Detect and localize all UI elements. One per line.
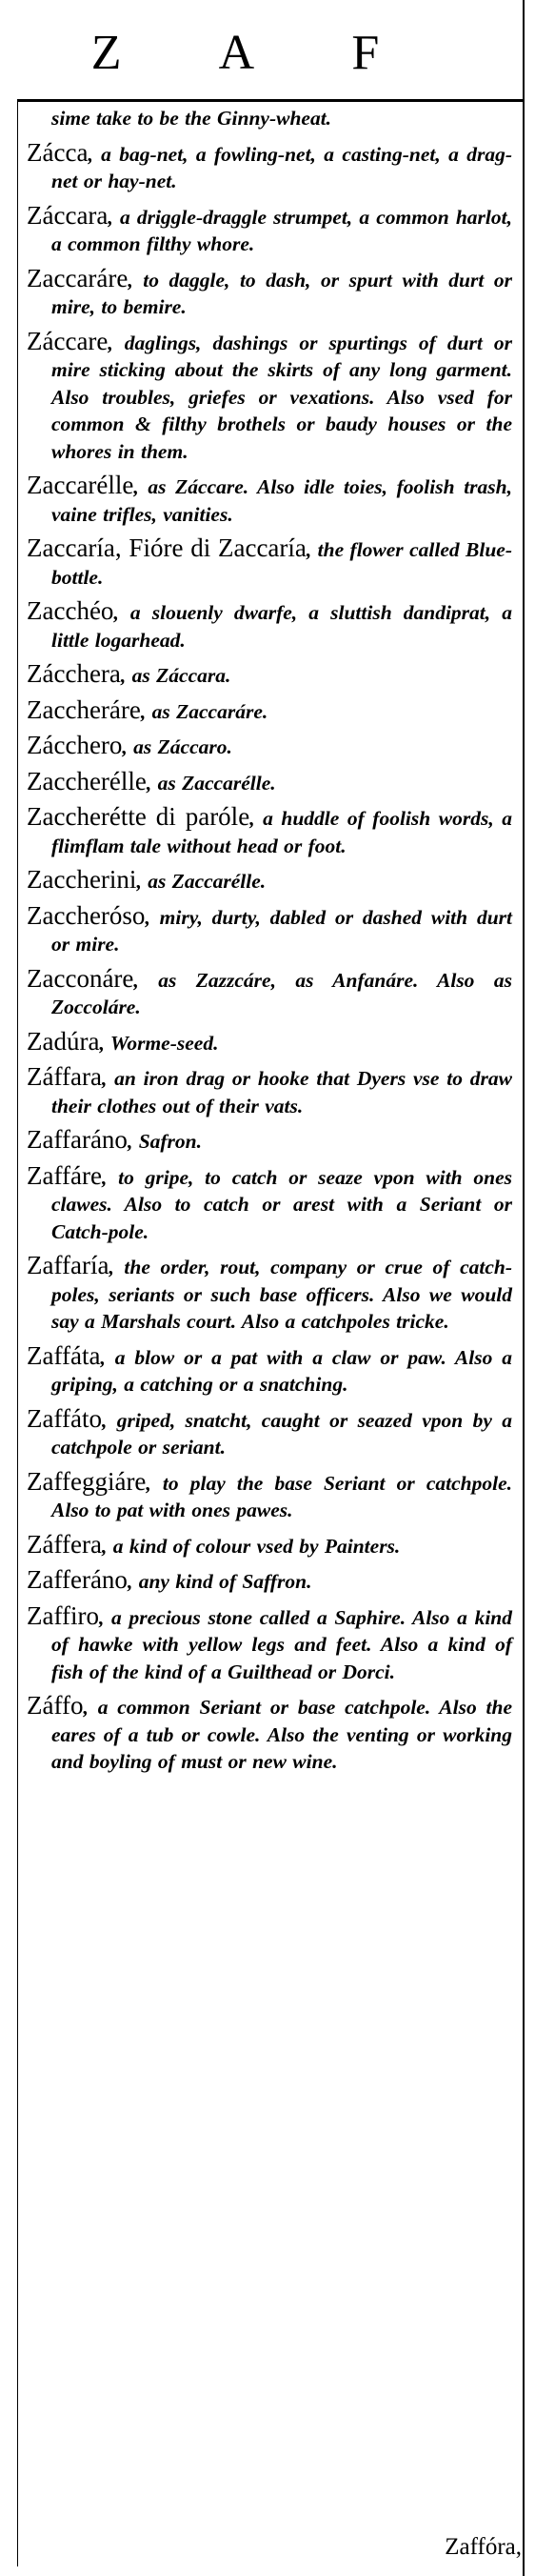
headword: Zaffaráno: [27, 1125, 128, 1154]
dictionary-entry: [27, 534, 512, 591]
headword: Zaffeggiáre: [27, 1466, 147, 1496]
headword: Zaccaría, Fióre di Zaccaría: [27, 533, 307, 562]
dictionary-entry: [27, 1126, 512, 1156]
headword: Zaccheráre: [27, 694, 141, 724]
dictionary-entry: [27, 472, 512, 528]
catchword: Zaffóra,: [445, 2534, 522, 2560]
headword: Zaccarélle: [27, 471, 134, 499]
dictionary-entry: [27, 902, 512, 958]
headword: Zacconáre: [27, 963, 134, 993]
headword: Záffara: [27, 1062, 102, 1091]
dictionary-entry: [27, 1468, 512, 1524]
headword: Zaffáta: [27, 1340, 101, 1370]
page-header: [0, 0, 535, 95]
dictionary-entry: [27, 768, 512, 797]
definition: , as Zaccarélle.: [146, 771, 276, 795]
definition: sime take to be the Ginny-wheat.: [51, 107, 332, 130]
headword: Zácchero: [27, 731, 123, 759]
definition: , daglings, dashings or spurtings of durt or mire sticking about the skirts of any long garment. Also troubles, griefes or vexations. Also vsed for common & filthy brothels or baudy houses or the whores in them.: [51, 331, 512, 463]
definition: , an iron drag or hooke that Dyers vse to draw their clothes out of their vats.: [51, 1067, 512, 1117]
dictionary-entry: [27, 1566, 512, 1596]
dictionary-entry: [27, 265, 512, 321]
headword: Zaccaráre: [27, 263, 129, 292]
definition: , Safron.: [127, 1130, 203, 1153]
definition: , as Záccare. Also idle toies, foolish trash, vaine trifles, vanities.: [51, 475, 512, 526]
dictionary-entry: [27, 866, 512, 896]
dictionary-entry: [27, 1602, 512, 1686]
dictionary-entry: [27, 965, 512, 1021]
dictionary-entry: [27, 597, 512, 654]
headword: Zácchera: [27, 659, 121, 688]
headword: Zaffiro: [27, 1600, 99, 1630]
headword: Zaccherétte di paróle: [27, 802, 250, 831]
headword: Záccare: [27, 326, 109, 355]
definition: , a huddle of foolish words, a flimflam tale without head or foot.: [51, 807, 512, 857]
definition: , a blow or a pat with a claw or paw. Also a griping, a catching or a snatching.: [51, 1345, 512, 1396]
definition: , miry, durty, dabled or dashed with durt or mire.: [51, 905, 512, 956]
definition: , a slouenly dwarfe, a sluttish dandiprat, a little logarhead.: [51, 601, 512, 652]
dictionary-column: [27, 103, 512, 2570]
definition: , any kind of Saffron.: [127, 1570, 312, 1593]
dictionary-entry: [27, 1063, 512, 1119]
dictionary-entry: [27, 1405, 512, 1461]
column-rule-right: [523, 0, 525, 2576]
dictionary-entry: [27, 1252, 512, 1336]
definition: , the flower called Blue-bottle.: [51, 538, 512, 589]
definition: , as Zaccaráre.: [140, 699, 268, 723]
definition: , Worme-seed.: [99, 1031, 219, 1055]
dictionary-entry: [27, 803, 512, 859]
dictionary-entry: [27, 202, 512, 258]
headword: Zaffáre: [27, 1160, 102, 1190]
dictionary-entry: [27, 1531, 512, 1560]
definition: , a kind of colour vsed by Painters.: [101, 1534, 401, 1558]
headword: Zácca: [27, 137, 89, 167]
header-rule: [17, 99, 524, 102]
dictionary-entry: [27, 1028, 512, 1057]
definition: , the order, rout, company or crue of catch-poles, seriants or such base officers. Also we would say a Marshals court. Also a catchpoles tricke.: [51, 1256, 512, 1333]
headword: Zaffaría: [27, 1251, 109, 1279]
column-rule-left: [17, 99, 18, 2566]
headword: Zacchéo: [27, 596, 114, 625]
definition: , a bag-net, a fowling-net, a casting-net, a drag-net or hay-net.: [51, 142, 512, 192]
definition: , a common Seriant or base catchpole. Also the eares of a tub or cowle. Also the venting or working and boyling of must or new wine.: [51, 1696, 512, 1773]
dictionary-entry: [27, 1162, 512, 1246]
definition: , as Záccaro.: [122, 735, 232, 758]
definition: , griped, snatcht, caught or seazed vpon by a catchpole or seriant.: [51, 1408, 512, 1459]
headword: Zaccherélle: [27, 766, 147, 795]
headword: Zafferáno: [27, 1565, 128, 1594]
definition: , a precious stone called a Saphire. Also a kind of hawke with yellow legs and feet. Also a kind of fish of the kind of a Guilthead or Dorci.: [51, 1605, 512, 1683]
definition: , a driggle-draggle strumpet, a common harlot, a common filthy whore.: [51, 205, 512, 255]
headword: Zaffáto: [27, 1403, 102, 1433]
headword: Záffo: [27, 1691, 84, 1720]
dictionary-entry: [27, 696, 512, 726]
definition: , as Záccara.: [120, 664, 231, 687]
definition: , as Zazzcáre, as Anfanáre. Also as Zoccoláre.: [51, 968, 512, 1018]
headword: Záccara: [27, 200, 109, 230]
headword: Zaccherini: [27, 865, 137, 894]
definition: , to play the base Seriant or catchpole. Also to pat with ones pawes.: [51, 1471, 512, 1521]
dictionary-entry: [27, 1692, 512, 1776]
definition: , as Zaccarélle.: [136, 870, 267, 893]
running-head: Z A F: [90, 26, 424, 80]
dictionary-entry: [27, 1342, 512, 1399]
dictionary-entry: [27, 103, 512, 132]
headword: Zaccheróso: [27, 900, 146, 930]
dictionary-entry: [27, 660, 512, 690]
definition: , to gripe, to catch or seaze vpon with ones clawes. Also to catch or arest with a Seriant or Catch-pole.: [51, 1165, 512, 1243]
dictionary-entry: [27, 139, 512, 195]
headword: Zadúra: [27, 1026, 100, 1056]
dictionary-entry: [27, 328, 512, 466]
dictionary-entry: [27, 732, 512, 761]
headword: Záffera: [27, 1529, 102, 1559]
definition: , to daggle, to dash, or spurt with durt or mire, to bemire.: [51, 268, 512, 318]
